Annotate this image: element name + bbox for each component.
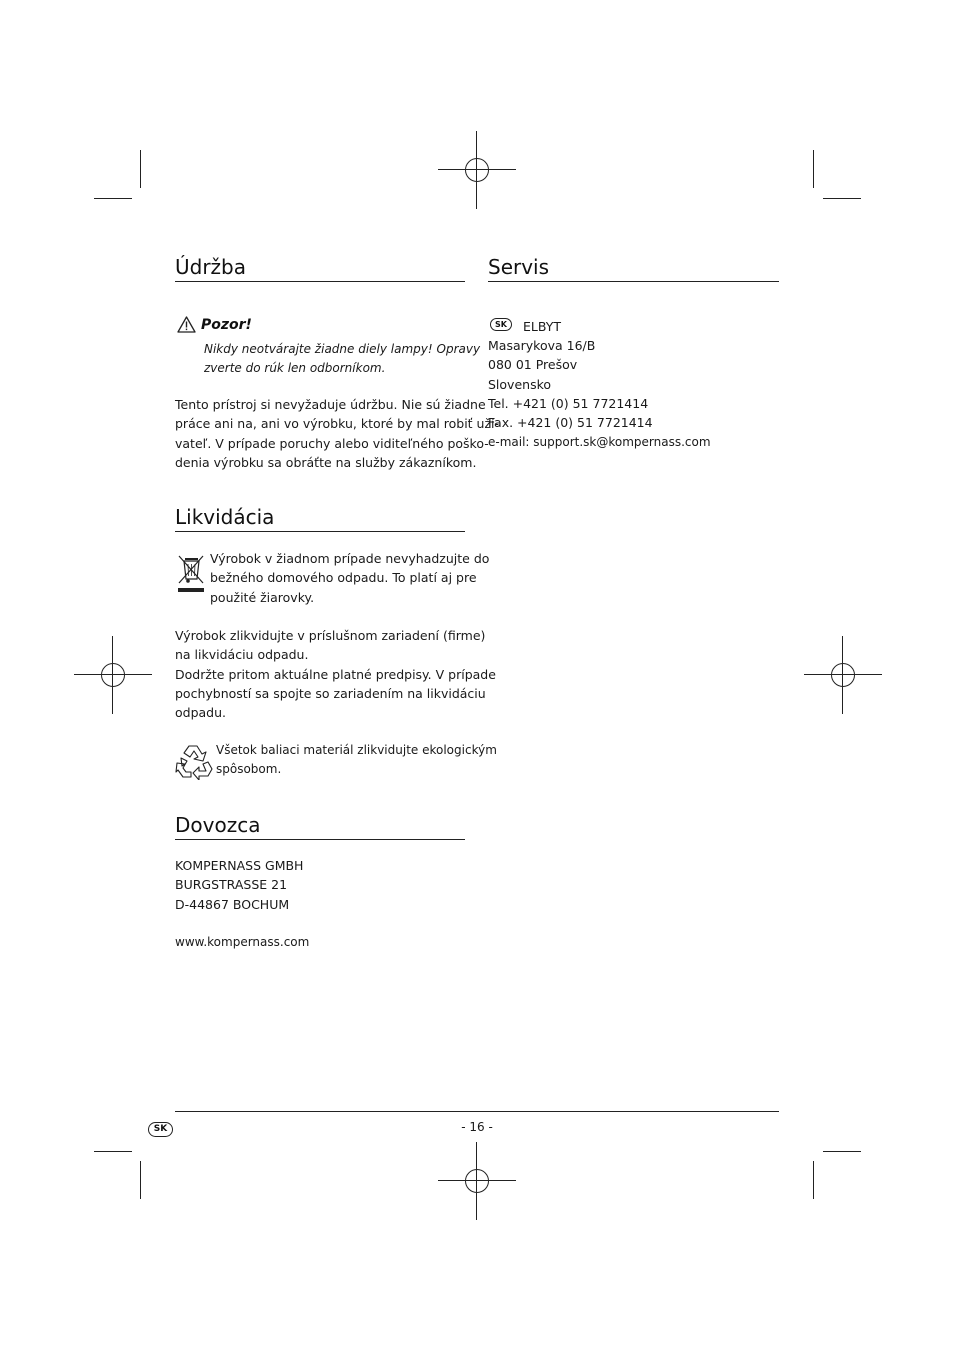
crossed-out-wheelie-bin-icon [176,552,206,594]
warning-text: Nikdy neotvárajte žiadne diely lampy! Opravy zverte do rúk len odborníkom. [204,342,481,376]
footer-language-badge: SK [148,1122,173,1137]
warning-icon [177,316,196,333]
registration-mark-top [438,131,516,209]
warning-title: Pozor! [201,317,252,333]
importer-website[interactable]: www.kompernass.com [175,935,310,949]
importer-heading: Dovozca [175,813,261,837]
importer-address: KOMPERNASS GMBH BURGSTRASSE 21 D-44867 BOCHUM [175,858,304,912]
registration-mark-bottom [438,1142,516,1220]
maintenance-heading: Údržba [175,255,247,279]
disposal-heading: Likvidácia [175,505,275,529]
maintenance-body: Tento prístroj si nevyžaduje údržbu. Nie sú žiadne práce ani na, ani vo výrobku, ktoré by mal robiť uží- vateľ. V prípade poruchy alebo viditeľného poško- denia výrobku sa obráťte na služby zákazníkom. [175,397,500,470]
recycle-icon [175,742,215,780]
service-address: Masarykova 16/B 080 01 Prešov Slovensko Tel. +421 (0) 51 7721414 Fax. +421 (0) 51 7721414 [488,338,653,431]
service-rule [488,281,779,282]
footer-rule [175,1111,779,1112]
importer-rule [175,839,465,840]
service-email[interactable]: e-mail: support.sk@kompernass.com [488,435,711,449]
service-heading: Servis [488,255,550,279]
maintenance-rule [175,281,465,282]
page-number: - 16 - [461,1120,493,1134]
disposal-body: Výrobok zlikvidujte v príslušnom zariadení (firme) na likvidáciu odpadu. Dodržte pritom aktuálne platné predpisy. V prípade pochybností sa spojte so zariadením na likvidáciu odpadu. [175,628,496,721]
recycle-text: Všetok baliaci materiál zlikvidujte ekologickým spôsobom. [216,743,497,777]
service-company: ELBYT [523,319,562,334]
registration-mark-right [804,636,882,714]
bin-text: Výrobok v žiadnom prípade nevyhadzujte do bežného domového odpadu. To platí aj pre použité žiarovky. [210,551,490,605]
service-country-badge: SK [490,318,512,331]
registration-mark-left [74,636,152,714]
disposal-rule [175,531,465,532]
